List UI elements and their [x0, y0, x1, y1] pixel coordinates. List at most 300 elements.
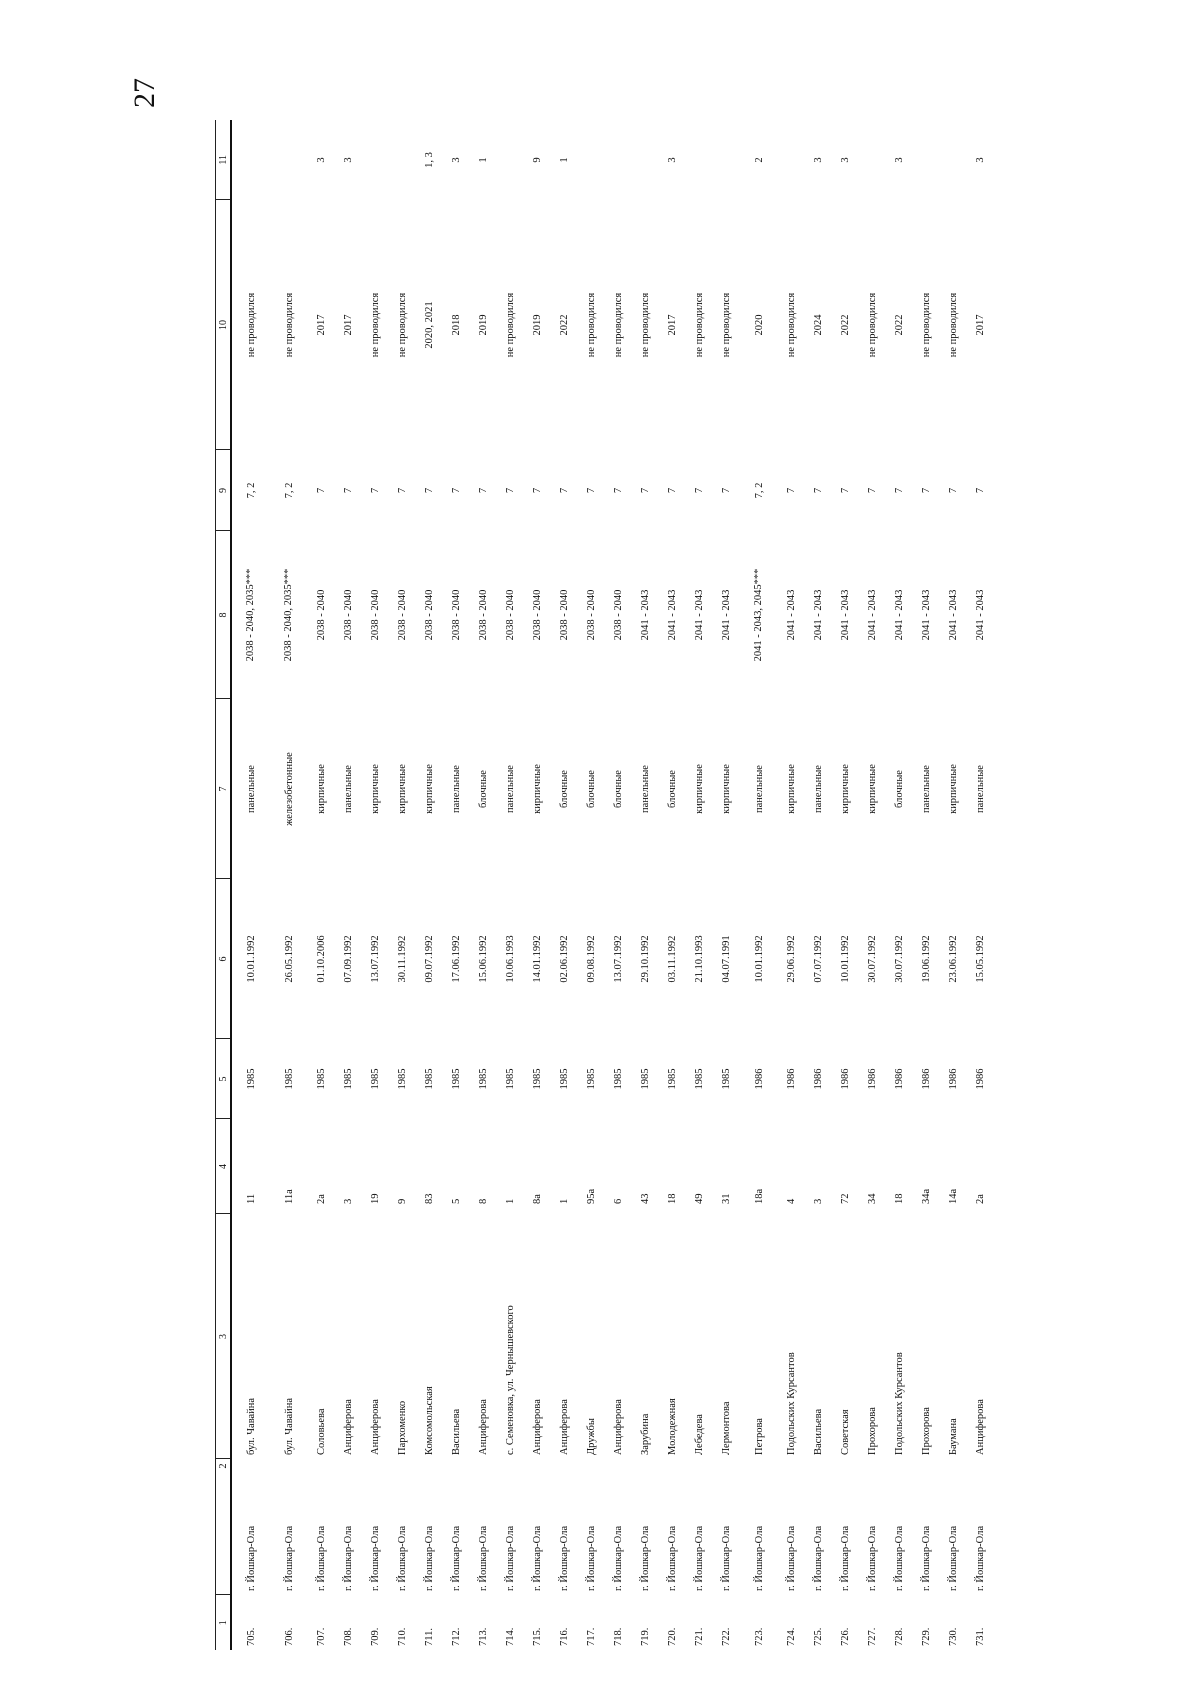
category	[686, 120, 713, 200]
col-header-9: 9	[216, 450, 232, 531]
wall-material: блочные	[667, 770, 678, 808]
last-repair: 2018	[451, 314, 462, 336]
wall-material: блочные	[559, 770, 570, 808]
category	[578, 120, 605, 200]
house-number: 1	[559, 1198, 570, 1204]
house-number: 3	[343, 1198, 354, 1204]
repair-period: 2038 - 2040, 2035***	[283, 568, 295, 662]
table-body	[231, 120, 994, 1650]
house-number: 11	[245, 1193, 257, 1204]
last-repair: не проводился	[586, 292, 597, 358]
col-header-5: 5	[216, 1039, 232, 1119]
wall-material: блочные	[586, 770, 597, 808]
norm-value: 7	[613, 487, 624, 494]
commission-date: 07.07.1992	[813, 935, 824, 983]
last-repair: не проводился	[640, 292, 651, 358]
repair-period: 2041 - 2043	[866, 589, 878, 641]
settlement: г. Йошкар-Ола	[948, 1525, 959, 1591]
row-number: 720.	[667, 1627, 678, 1646]
wall-material: кирпичные	[948, 764, 959, 814]
col-header-10: 10	[216, 200, 232, 450]
street: Анциферова	[343, 1399, 354, 1455]
repair-period: 2038 - 2040	[585, 589, 597, 641]
col-header-4: 4	[216, 1119, 232, 1214]
settlement: г. Йошкар-Ола	[667, 1525, 678, 1591]
category: 3	[840, 157, 851, 163]
category	[362, 120, 389, 200]
row-number: 716.	[559, 1627, 570, 1646]
settlement: г. Йошкар-Ола	[921, 1525, 932, 1591]
category: 2	[753, 157, 765, 163]
house-number: 19	[370, 1193, 381, 1204]
build-year: 1985	[478, 1068, 489, 1090]
last-repair: не проводился	[245, 292, 257, 358]
norm-value: 7, 2	[283, 482, 295, 499]
street: Анциферова	[532, 1399, 543, 1455]
repair-period: 2038 - 2040	[612, 589, 624, 641]
street: Лермонтова	[721, 1401, 732, 1455]
commission-date: 30.07.1992	[867, 935, 878, 983]
house-number: 18	[894, 1193, 905, 1204]
last-repair: 2019	[532, 314, 543, 336]
last-repair: не проводился	[505, 292, 516, 358]
norm-value: 7	[424, 487, 435, 494]
repair-period: 2041 - 2043	[720, 589, 732, 641]
repair-period: 2038 - 2040	[396, 589, 408, 641]
build-year: 1986	[840, 1068, 851, 1090]
repair-period: 2041 - 2043	[812, 589, 824, 641]
street: Анциферова	[613, 1399, 624, 1455]
house-number: 31	[721, 1193, 732, 1204]
norm-value: 7	[586, 487, 597, 494]
last-repair: 2020	[753, 314, 765, 336]
house-number: 83	[424, 1193, 435, 1204]
settlement: г. Йошкар-Ола	[559, 1525, 570, 1591]
commission-date: 10.01.1992	[753, 935, 765, 983]
street: Прохорова	[867, 1407, 878, 1455]
house-number: 14а	[948, 1188, 959, 1204]
last-repair: не проводился	[694, 292, 705, 358]
house-number: 72	[840, 1193, 851, 1204]
street: Баумана	[948, 1418, 959, 1455]
commission-date: 15.05.1992	[975, 935, 986, 983]
category: 3	[975, 157, 986, 163]
table-row	[778, 120, 805, 1650]
commission-date: 10.01.1992	[245, 935, 257, 983]
house-number: 43	[640, 1193, 651, 1204]
wall-material: панельные	[753, 765, 765, 813]
table-row	[416, 120, 443, 1650]
commission-date: 03.11.1992	[667, 935, 678, 983]
norm-value: 7	[786, 487, 797, 494]
category	[859, 120, 886, 200]
build-year: 1985	[316, 1068, 327, 1090]
row-number: 713.	[478, 1627, 489, 1646]
settlement: г. Йошкар-Ола	[613, 1525, 624, 1591]
commission-date: 23.06.1992	[948, 935, 959, 983]
street: Анциферова	[559, 1399, 570, 1455]
build-year: 1985	[640, 1068, 651, 1090]
row-number: 725.	[813, 1627, 824, 1646]
house-number: 49	[694, 1193, 705, 1204]
repair-period: 2041 - 2043	[947, 589, 959, 641]
table-row	[335, 120, 362, 1650]
street: Лебедева	[694, 1414, 705, 1455]
build-year: 1985	[694, 1068, 705, 1090]
settlement: г. Йошкар-Ола	[894, 1525, 905, 1591]
repair-period: 2038 - 2040	[423, 589, 435, 641]
norm-value: 7	[894, 487, 905, 494]
commission-date: 30.11.1992	[397, 935, 408, 983]
housing-table	[215, 120, 994, 1650]
wall-material: панельные	[451, 765, 462, 813]
page-number: 27	[128, 78, 161, 108]
table-row	[578, 120, 605, 1650]
build-year: 1985	[667, 1068, 678, 1090]
build-year: 1985	[283, 1068, 295, 1090]
row-number: 730.	[948, 1627, 959, 1646]
wall-material: панельные	[921, 765, 932, 813]
street: Дружбы	[586, 1418, 597, 1455]
norm-value: 7	[921, 487, 932, 494]
last-repair: 2017	[667, 314, 678, 336]
last-repair: не проводился	[283, 292, 295, 358]
table-row	[913, 120, 940, 1650]
row-number: 729.	[921, 1627, 932, 1646]
table-row	[805, 120, 832, 1650]
row-number: 709.	[370, 1627, 381, 1646]
table-row	[832, 120, 859, 1650]
wall-material: блочные	[613, 770, 624, 808]
wall-material: блочные	[478, 770, 489, 808]
col-header-1: 1	[216, 1595, 232, 1650]
build-year: 1986	[753, 1068, 765, 1090]
wall-material: кирпичные	[532, 764, 543, 814]
build-year: 1985	[532, 1068, 543, 1090]
table-row	[551, 120, 578, 1650]
street: Молодежная	[667, 1398, 678, 1455]
commission-date: 26.05.1992	[283, 935, 295, 983]
norm-value: 7	[370, 487, 381, 494]
table-row	[389, 120, 416, 1650]
col-header-11: 11	[216, 120, 232, 200]
norm-value: 7	[721, 487, 732, 494]
build-year: 1985	[586, 1068, 597, 1090]
row-number: 712.	[451, 1627, 462, 1646]
build-year: 1985	[559, 1068, 570, 1090]
repair-period: 2041 - 2043, 2045***	[753, 568, 765, 662]
last-repair: не проводился	[786, 292, 797, 358]
house-number: 8а	[532, 1194, 543, 1204]
col-header-3: 3	[216, 1214, 232, 1459]
street: Анциферова	[478, 1399, 489, 1455]
repair-period: 2038 - 2040	[531, 589, 543, 641]
wall-material: панельные	[640, 765, 651, 813]
house-number: 6	[613, 1198, 624, 1204]
table-row	[659, 120, 686, 1650]
build-year: 1986	[948, 1068, 959, 1090]
table-row	[362, 120, 389, 1650]
norm-value: 7	[478, 487, 489, 494]
row-number: 715.	[532, 1627, 543, 1646]
house-number: 4	[786, 1198, 797, 1204]
settlement: г. Йошкар-Ола	[753, 1525, 765, 1591]
house-number: 2а	[975, 1194, 986, 1204]
norm-value: 7, 2	[753, 482, 765, 499]
row-number: 718.	[613, 1627, 624, 1646]
table-row	[740, 120, 778, 1650]
repair-period: 2041 - 2043	[693, 589, 705, 641]
commission-date: 15.06.1992	[478, 935, 489, 983]
commission-date: 19.06.1992	[921, 935, 932, 983]
settlement: г. Йошкар-Ола	[283, 1525, 295, 1591]
settlement: г. Йошкар-Ола	[975, 1525, 986, 1591]
last-repair: не проводился	[948, 292, 959, 358]
col-header-2: 2	[216, 1459, 232, 1595]
category: 3	[343, 157, 354, 163]
wall-material: кирпичные	[424, 764, 435, 814]
last-repair: 2017	[975, 314, 986, 336]
settlement: г. Йошкар-Ола	[316, 1525, 327, 1591]
street: бул. Чавайна	[283, 1397, 295, 1455]
rotated-table-container	[215, 120, 995, 1650]
settlement: г. Йошкар-Ола	[370, 1525, 381, 1591]
wall-material: железобетонные	[283, 752, 295, 826]
col-header-6: 6	[216, 879, 232, 1039]
category: 3	[813, 157, 824, 163]
build-year: 1986	[867, 1068, 878, 1090]
street: Анциферова	[370, 1399, 381, 1455]
street: Прохорова	[921, 1407, 932, 1455]
wall-material: кирпичные	[867, 764, 878, 814]
category	[270, 120, 308, 200]
repair-period: 2038 - 2040	[450, 589, 462, 641]
row-number: 714.	[505, 1627, 516, 1646]
street: Пархоменко	[397, 1400, 408, 1455]
street: Петрова	[753, 1418, 765, 1455]
street: Анциферова	[975, 1399, 986, 1455]
category	[778, 120, 805, 200]
street: Зарубина	[640, 1413, 651, 1455]
wall-material: панельные	[245, 765, 257, 813]
settlement: г. Йошкар-Ола	[640, 1525, 651, 1591]
norm-value: 7	[640, 487, 651, 494]
table-row	[470, 120, 497, 1650]
table-row	[886, 120, 913, 1650]
build-year: 1985	[505, 1068, 516, 1090]
house-number: 1	[505, 1198, 516, 1204]
row-number: 708.	[343, 1627, 354, 1646]
table-row	[940, 120, 967, 1650]
wall-material: кирпичные	[316, 764, 327, 814]
wall-material: кирпичные	[786, 764, 797, 814]
category: 1, 3	[424, 152, 435, 168]
row-number: 726.	[840, 1627, 851, 1646]
commission-date: 02.06.1992	[559, 935, 570, 983]
street: Подольских Курсантов	[894, 1352, 905, 1455]
build-year: 1985	[613, 1068, 624, 1090]
row-number: 721.	[694, 1627, 705, 1646]
repair-period: 2041 - 2043	[974, 589, 986, 641]
wall-material: кирпичные	[694, 764, 705, 814]
table-row	[967, 120, 994, 1650]
norm-value: 7	[505, 487, 516, 494]
build-year: 1985	[245, 1068, 257, 1090]
row-number: 719.	[640, 1627, 651, 1646]
table-row	[443, 120, 470, 1650]
col-header-8: 8	[216, 531, 232, 699]
house-number: 95а	[586, 1188, 597, 1204]
category: 3	[667, 157, 678, 163]
settlement: г. Йошкар-Ола	[245, 1525, 257, 1591]
build-year: 1985	[370, 1068, 381, 1090]
norm-value: 7	[532, 487, 543, 494]
commission-date: 13.07.1992	[370, 935, 381, 983]
category	[713, 120, 740, 200]
repair-period: 2041 - 2043	[785, 589, 797, 641]
last-repair: 2022	[840, 314, 851, 336]
settlement: г. Йошкар-Ола	[586, 1525, 597, 1591]
build-year: 1986	[813, 1068, 824, 1090]
last-repair: не проводился	[867, 292, 878, 358]
house-number: 9	[397, 1198, 408, 1204]
wall-material: панельные	[813, 765, 824, 813]
wall-material: кирпичные	[397, 764, 408, 814]
house-number: 18а	[753, 1188, 765, 1204]
repair-period: 2041 - 2043	[839, 589, 851, 641]
build-year: 1986	[786, 1068, 797, 1090]
table-row	[713, 120, 740, 1650]
norm-value: 7	[867, 487, 878, 494]
commission-date: 09.08.1992	[586, 935, 597, 983]
commission-date: 07.09.1992	[343, 935, 354, 983]
norm-value: 7	[840, 487, 851, 494]
settlement: г. Йошкар-Ола	[721, 1525, 732, 1591]
repair-period: 2038 - 2040	[504, 589, 516, 641]
category: 3	[316, 157, 327, 163]
category	[605, 120, 632, 200]
street: Комсомольская	[424, 1386, 435, 1455]
norm-value: 7	[694, 487, 705, 494]
row-number: 706.	[283, 1627, 295, 1646]
street: Васильева	[451, 1408, 462, 1455]
wall-material: панельные	[505, 765, 516, 813]
commission-date: 29.06.1992	[786, 935, 797, 983]
settlement: г. Йошкар-Ола	[867, 1525, 878, 1591]
last-repair: 2020, 2021	[424, 301, 435, 349]
street: бул. Чавайна	[245, 1397, 257, 1455]
repair-period: 2041 - 2043	[920, 589, 932, 641]
last-repair: не проводился	[613, 292, 624, 358]
house-number: 8	[478, 1198, 489, 1204]
commission-date: 21.10.1993	[694, 935, 705, 983]
repair-period: 2038 - 2040	[369, 589, 381, 641]
table-row	[686, 120, 713, 1650]
repair-period: 2038 - 2040	[315, 589, 327, 641]
norm-value: 7	[397, 487, 408, 494]
last-repair: не проводился	[921, 292, 932, 358]
row-number: 705.	[245, 1627, 257, 1646]
last-repair: не проводился	[397, 292, 408, 358]
commission-date: 10.06.1993	[505, 935, 516, 983]
settlement: г. Йошкар-Ола	[813, 1525, 824, 1591]
row-number: 711.	[424, 1628, 435, 1646]
commission-date: 09.07.1992	[424, 935, 435, 983]
commission-date: 04.07.1991	[721, 935, 732, 983]
row-number: 717.	[586, 1627, 597, 1646]
row-number: 731.	[975, 1627, 986, 1646]
last-repair: 2022	[559, 314, 570, 336]
category	[913, 120, 940, 200]
row-number: 723.	[753, 1627, 765, 1646]
street: Васильева	[813, 1408, 824, 1455]
repair-period: 2038 - 2040	[558, 589, 570, 641]
build-year: 1986	[975, 1068, 986, 1090]
house-number: 11а	[283, 1189, 295, 1204]
table-row	[231, 120, 270, 1650]
street: Подольских Курсантов	[786, 1352, 797, 1455]
row-number: 724.	[786, 1627, 797, 1646]
house-number: 34	[867, 1193, 878, 1204]
house-number: 2а	[316, 1194, 327, 1204]
house-number: 3	[813, 1198, 824, 1204]
wall-material: кирпичные	[721, 764, 732, 814]
street: Соловьева	[316, 1408, 327, 1455]
table-row	[524, 120, 551, 1650]
build-year: 1986	[921, 1068, 932, 1090]
norm-value: 7	[559, 487, 570, 494]
house-number: 5	[451, 1198, 462, 1204]
repair-period: 2038 - 2040, 2035***	[245, 568, 257, 662]
build-year: 1985	[343, 1068, 354, 1090]
settlement: г. Йошкар-Ола	[424, 1525, 435, 1591]
table-row	[308, 120, 335, 1650]
last-repair: 2022	[894, 314, 905, 336]
settlement: г. Йошкар-Ола	[786, 1525, 797, 1591]
settlement: г. Йошкар-Ола	[840, 1525, 851, 1591]
category	[231, 120, 270, 200]
repair-period: 2038 - 2040	[342, 589, 354, 641]
house-number: 18	[667, 1193, 678, 1204]
commission-date: 30.07.1992	[894, 935, 905, 983]
last-repair: не проводился	[721, 292, 732, 358]
category	[389, 120, 416, 200]
commission-date: 14.01.1992	[532, 935, 543, 983]
table-row	[605, 120, 632, 1650]
last-repair: 2017	[316, 314, 327, 336]
norm-value: 7	[451, 487, 462, 494]
commission-date: 01.10.2006	[316, 935, 327, 983]
wall-material: кирпичные	[840, 764, 851, 814]
repair-period: 2041 - 2043	[893, 589, 905, 641]
build-year: 1985	[424, 1068, 435, 1090]
build-year: 1985	[721, 1068, 732, 1090]
build-year: 1985	[451, 1068, 462, 1090]
build-year: 1986	[894, 1068, 905, 1090]
row-number: 722.	[721, 1627, 732, 1646]
norm-value: 7	[667, 487, 678, 494]
wall-material: панельные	[975, 765, 986, 813]
category	[632, 120, 659, 200]
category	[940, 120, 967, 200]
category	[497, 120, 524, 200]
settlement: г. Йошкар-Ола	[505, 1525, 516, 1591]
norm-value: 7	[343, 487, 354, 494]
table-row	[497, 120, 524, 1650]
commission-date: 17.06.1992	[451, 935, 462, 983]
last-repair: 2017	[343, 314, 354, 336]
category: 1	[478, 157, 489, 163]
